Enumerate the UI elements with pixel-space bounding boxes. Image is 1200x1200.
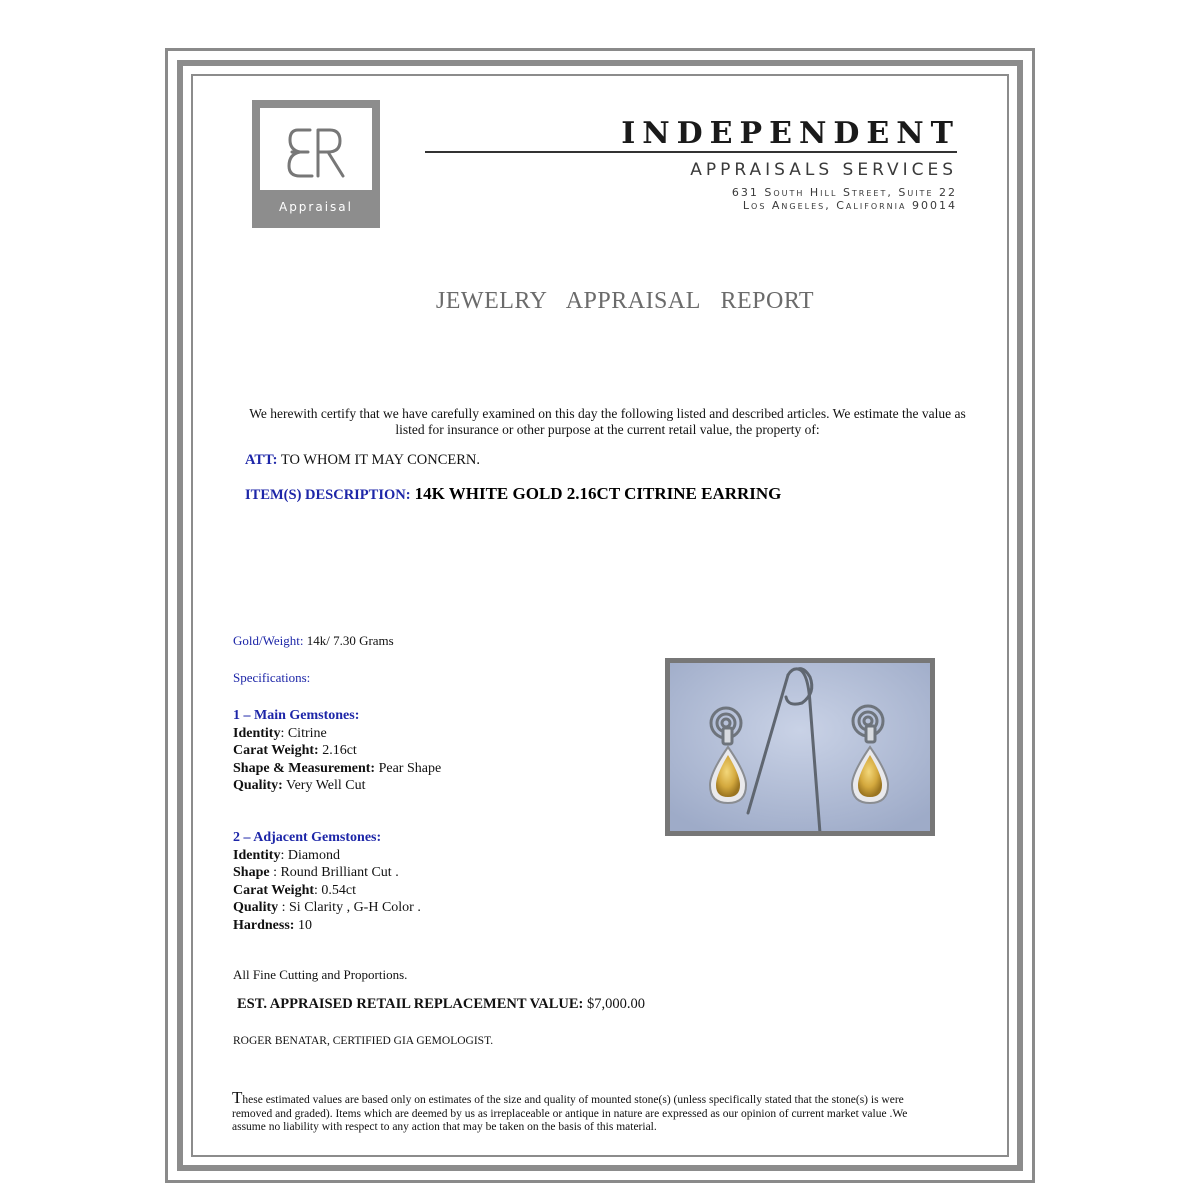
attention-line — [245, 452, 480, 469]
disclaimer-dropcap: T — [232, 1088, 243, 1107]
br-appraisal-logo — [252, 100, 380, 228]
main-carat-row — [233, 742, 441, 760]
item-description — [245, 484, 781, 504]
main-quality-value: Very Well Cut — [286, 778, 366, 793]
main-quality-label: Quality: — [233, 778, 283, 793]
adj-identity-label: Identity — [233, 847, 281, 863]
company-address-line1: 631 South Hill Street, Suite 22 — [731, 186, 957, 199]
adj-shape-label: Shape — [233, 865, 270, 880]
adj-quality-value: : Si Clarity , G-H Color . — [281, 900, 421, 915]
item-value: 14K WHITE GOLD 2.16CT CITRINE EARRING — [414, 484, 782, 503]
adj-hardness-row — [233, 917, 421, 935]
logo-caption: Appraisal — [278, 200, 353, 214]
inner-border — [191, 74, 1009, 1157]
main-quality-row — [233, 777, 441, 795]
adjacent-gemstones-section — [233, 829, 421, 934]
adj-carat-value: : 0.54ct — [314, 882, 357, 898]
company-name: INDEPENDENT — [621, 116, 960, 151]
br-monogram-icon — [286, 126, 346, 180]
main-identity-value: : Citrine — [280, 725, 327, 741]
main-shape-value: Pear Shape — [378, 760, 442, 776]
adj-identity-value: : Diamond — [280, 847, 340, 863]
adj-identity-row — [233, 847, 421, 865]
certification-statement: We herewith certify that we have carefully examined on this day the following listed and described articles. We estimate the value as listed for insurance or other purpose at the current retail value, the property of: — [249, 406, 966, 437]
main-gemstones-title: 1 – Main Gemstones: — [233, 708, 360, 723]
estimated-value — [237, 996, 645, 1013]
adj-hardness-label: Hardness: — [233, 917, 295, 933]
main-gemstones-section — [233, 707, 441, 795]
specifications-heading: Specifications: — [233, 670, 311, 685]
adj-quality-label: Quality — [233, 900, 279, 915]
gemologist-signature-line: ROGER BENATAR, CERTIFIED GIA GEMOLOGIST. — [233, 1035, 494, 1047]
main-shape-label: Shape & Measurement: — [233, 760, 376, 776]
disclaimer-text: hese estimated values are based only on estimates of the size and quality of mounted stone(s) (unless specifically stated that the stone(s) is were removed and graded). Items which are deemed by us as irreplaceable or antique in nature are expressed as our opinion of current market value .We assume no liability with respect to any action that may be taken on the basis of this material. — [232, 1094, 908, 1133]
adj-quality-row — [233, 899, 421, 917]
main-identity-row — [233, 725, 441, 743]
est-label: EST. APPRAISED RETAIL REPLACEMENT VALUE: — [237, 996, 584, 1012]
earring-illustration — [670, 663, 930, 831]
report-title: JEWELRY APPRAISAL REPORT — [435, 288, 815, 314]
company-subtitle: APPRAISALS SERVICES — [690, 160, 957, 180]
main-identity-label: Identity — [233, 725, 281, 741]
main-carat-label: Carat Weight: — [233, 743, 319, 758]
att-value: TO WHOM IT MAY CONCERN. — [280, 452, 481, 468]
adj-carat-row — [233, 882, 421, 900]
gold-weight — [233, 633, 394, 649]
adjacent-gemstones-title: 2 – Adjacent Gemstones: — [233, 830, 382, 845]
adj-carat-label: Carat Weight — [233, 882, 315, 898]
main-shape-row — [233, 760, 441, 778]
est-value: $7,000.00 — [586, 996, 645, 1012]
adj-hardness-value: 10 — [297, 917, 312, 933]
adj-shape-row — [233, 864, 421, 882]
att-label: ATT: — [245, 452, 278, 468]
fine-cutting-note: All Fine Cutting and Proportions. — [233, 967, 408, 982]
gold-label: Gold/Weight: — [233, 633, 304, 648]
adj-shape-value: : Round Brilliant Cut . — [273, 865, 399, 880]
disclaimer — [232, 1088, 922, 1135]
main-carat-value: 2.16ct — [322, 743, 357, 758]
gold-value: 14k/ 7.30 Grams — [306, 633, 394, 648]
item-label: ITEM(S) DESCRIPTION: — [245, 487, 411, 503]
company-address-line2: Los Angeles, California 90014 — [742, 199, 957, 212]
earring-photo — [665, 658, 935, 836]
header-divider — [425, 151, 957, 153]
